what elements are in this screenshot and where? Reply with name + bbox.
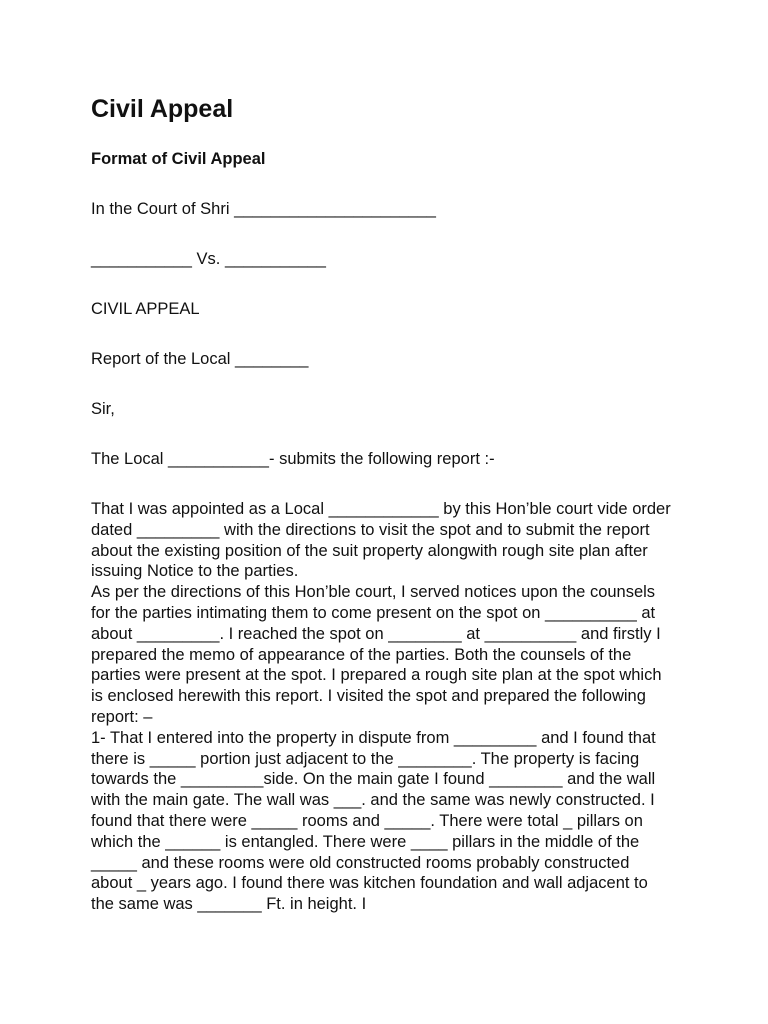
document-subtitle: Format of Civil Appeal bbox=[91, 150, 266, 168]
document-page bbox=[91, 92, 671, 915]
parties-line: ___________ Vs. ___________ bbox=[91, 250, 326, 268]
report-line: Report of the Local ________ bbox=[91, 350, 309, 368]
report-body bbox=[91, 499, 671, 915]
court-line: In the Court of Shri ______________________ bbox=[91, 200, 436, 218]
paragraph-findings: 1- That I entered into the property in dispute from _________ and I found that there is _____ portion just adjacent to the ________. The property is facing towards the _________side. On the main gate I found ________ and the wall with the main gate. The wall was ___. and the same was newly constructed. I found that there were _____ rooms and _____. There were total _ pillars on which the ______ is entangled. There were ____ pillars in the middle of the _____ and these rooms were old constructed rooms probably constructed about _ years ago. I found there was kitchen foundation and wall adjacent to the same was _______ Ft. in height. I bbox=[91, 728, 656, 914]
paragraph-appointment: That I was appointed as a Local ____________ by this Hon’ble court vide order dated _________ with the directions to visit the spot and to submit the report about the existing position of the suit property alongwith rough site plan after issuing Notice to the parties. bbox=[91, 500, 671, 581]
paragraph-notices: As per the directions of this Hon’ble court, I served notices upon the counsels for the parties intimating them to come present on the spot on __________ at about _________. I reached the spot on ________ at __________ and firstly I prepared the memo of appearance of the parties. Both the counsels of the parties were present at the spot. I prepared a rough site plan at the spot which is enclosed herewith this report. I visited the spot and prepared the following report: – bbox=[91, 583, 662, 726]
appeal-heading: CIVIL APPEAL bbox=[91, 300, 200, 318]
salutation: Sir, bbox=[91, 400, 115, 418]
submission-line: The Local ___________- submits the following report :- bbox=[91, 450, 495, 468]
document-title: Civil Appeal bbox=[91, 95, 234, 123]
